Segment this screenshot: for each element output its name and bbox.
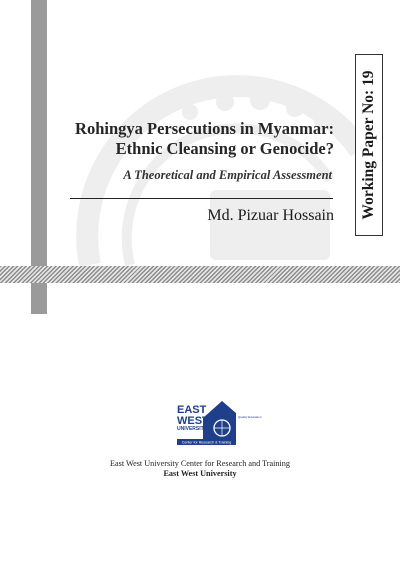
logo-emblem-text: Quality Education xyxy=(238,415,262,419)
logo-university: UNIVERSITY xyxy=(177,426,208,432)
title-line-2: Ethnic Cleansing or Genocide? xyxy=(115,139,334,158)
title-divider xyxy=(70,198,333,199)
author-name: Md. Pizuar Hossain xyxy=(207,207,334,224)
watermark-emblem-icon xyxy=(60,60,390,270)
document-subtitle: A Theoretical and Empirical Assessment xyxy=(123,168,332,182)
logo-east: EAST xyxy=(177,404,207,416)
center-name: East West University Center for Research and Training xyxy=(110,459,290,468)
logo-banner: Center for Research & Training xyxy=(181,440,232,445)
working-paper-box xyxy=(355,54,383,236)
working-paper-label: Working Paper No: 19 xyxy=(360,70,377,220)
university-logo-icon xyxy=(176,398,262,446)
title-line-1: Rohingya Persecutions in Myanmar: xyxy=(75,119,334,138)
logo-west: WEST xyxy=(177,415,209,427)
hatched-band xyxy=(0,266,400,283)
university-name: East West University xyxy=(163,469,237,478)
document-title xyxy=(34,119,334,159)
